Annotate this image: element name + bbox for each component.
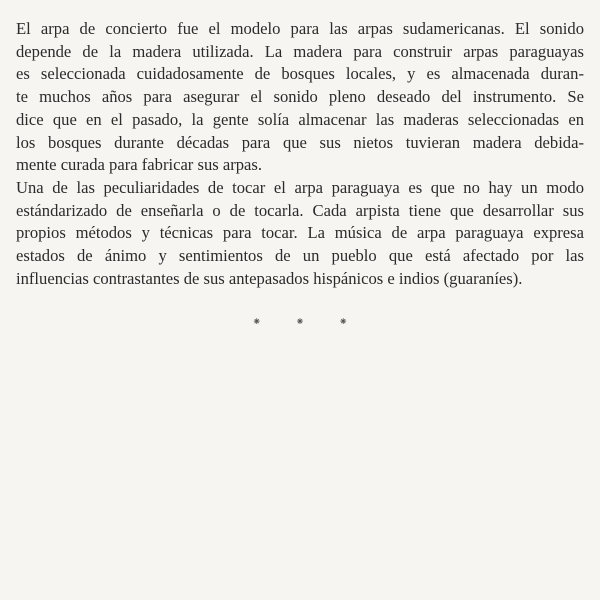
text-line: depende de la madera utilizada. La madera para construir arpas paraguayas [16,41,584,61]
asterism-icon: ⁕ [252,315,262,328]
paragraph-playing-style [16,177,584,291]
section-divider-ornament [0,311,600,334]
text-line: propios métodos y técnicas para tocar. La música de arpa paraguaya expresa [16,223,584,243]
text-line: te muchos años para asegurar el sonido pleno deseado del instrumento. Se [16,87,584,107]
paragraph-harp-wood [16,18,584,177]
text-line: los bosques durante décadas para que sus nietos tuvieran madera debida- [16,132,584,152]
text-line: estándarizado de enseñarla o de tocarla. Cada arpista tiene que desarrollar sus [16,200,584,220]
text-line: El arpa de concierto fue el modelo para las arpas sudamericanas. El sonido [16,19,584,38]
text-line: estados de ánimo y sentimientos de un pueblo que está afectado por las [16,246,584,266]
text-line: influencias contrastantes de sus antepasados hispánicos e indios (guaraníes). [16,268,523,288]
text-line: es seleccionada cuidadosamente de bosques locales, y es almacenada duran- [16,64,584,84]
text-line: dice que en el pasado, la gente solía almacenar las maderas seleccionadas en [16,109,584,129]
asterism-icon: ⁕ [338,315,348,328]
text-line: mente curada para fabricar sus arpas. [16,155,263,175]
text-line: Una de las peculiaridades de tocar el arpa paraguaya es que no hay un modo [16,177,584,197]
asterism-icon: ⁕ [295,315,305,328]
